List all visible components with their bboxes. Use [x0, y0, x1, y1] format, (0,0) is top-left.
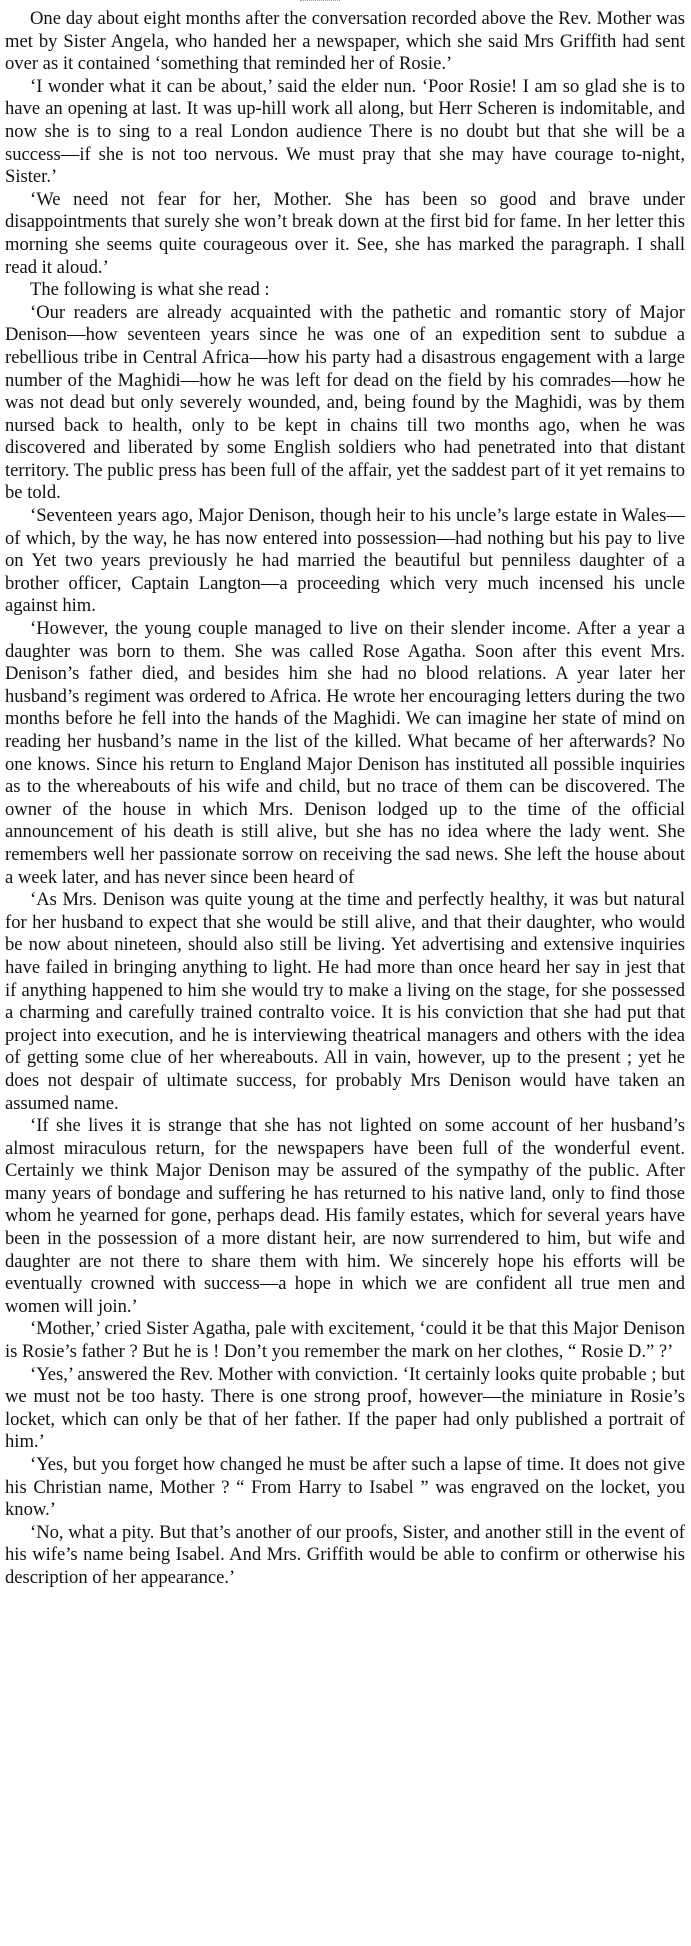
paragraph-7: ‘However, the young couple managed to live on their slender income. After a year a daughter was born to them. She was called Rose Agatha. Soon after this event Mrs. Denison’s father died, and besides him she had no blood relations. A year later her husband’s regiment was ordered to Africa. He wrote her encouraging letters during the two months before he fell into the hands of the Maghidi. We can imagine her state of mind on reading her husband’s name in the list of the killed. What became of her afterwards? No one knows. Since his return to England Major Denison has instituted all possible inquiries as to the whereabouts of his wife and child, but no trace of them can be discovered. The owner of the house in which Mrs. Denison lodged up to the time of the official announcement of his death is still alive, but she has no idea where the lady went. She remembers well her passionate sorrow on receiving the sad news. She left the house about a week later, and has never since been heard of	[5, 618, 685, 888]
paragraph-4: The following is what she read :	[30, 279, 270, 301]
paragraph-9: ‘If she lives it is strange that she has not lighted on some account of her husband’s almost miraculous return, for the newspapers have been full of the wonderful event. Certainly we think Major Denison may be assured of the sympathy of the public. After many years of bondage and suffering he has returned to his native land, only to find those whom he yearned for gone, perhaps dead. His family estates, which for several years have been in the possession of a more distant heir, are now surrendered to him, but wife and daughter are not there to share them with him. We sincerely hope his efforts will be eventually crowned with success—a hope in which we are confident all true men and women will join.’	[5, 1115, 685, 1317]
paragraph-3: ‘We need not fear for her, Mother. She has been so good and brave under disappointments that surely she won’t break down at the first bid for fame. In her letter this morning she seems quite courageous over it. See, she has marked the paragraph. I shall read it aloud.’	[5, 188, 685, 278]
article-column	[5, 8, 685, 1590]
scan-mark	[300, 0, 340, 6]
paragraph-10: ‘Mother,’ cried Sister Agatha, pale with excitement, ‘could it be that this Major Denison is Rosie’s father ? But he is ! Don’t you remember the mark on her clothes, “ Rosie D.” ?’	[5, 1318, 685, 1363]
paragraph-2: ‘I wonder what it can be about,’ said the elder nun. ‘Poor Rosie! I am so glad she is to have an opening at last. It was up-hill work all along, but Herr Scheren is indomitable, and now she is to sing to a real London audience There is no doubt but that she will be a success—if she is not too nervous. We must pray that she may have courage to-night, Sister.’	[5, 75, 685, 188]
paragraph-11: ‘Yes,’ answered the Rev. Mother with conviction. ‘It certainly looks quite probable ; but we must not be too hasty. There is one strong proof, however—the miniature in Rosie’s locket, which can only be that of her father. If the paper had only published a portrait of him.’	[5, 1363, 685, 1453]
paragraph-6: ‘Seventeen years ago, Major Denison, though heir to his uncle’s large estate in Wales—of which, by the way, he has now entered into possession—had nothing but his pay to live on Yet two years previously he had married the beautiful but penniless daughter of a brother officer, Captain Langton—a proceeding which very much incensed his uncle against him.	[5, 505, 685, 617]
paragraph-13: ‘No, what a pity. But that’s another of our proofs, Sister, and another still in the event of his wife’s name being Isabel. And Mrs. Griffith would be able to confirm or otherwise his description of her appearance.’	[5, 1521, 685, 1588]
paragraph-8: ‘As Mrs. Denison was quite young at the time and perfectly healthy, it was but natural for her husband to expect that she would be still alive, and that their daughter, who would be now about nineteen, should also still be living. Yet advertising and extensive inquiries have failed in bringing anything to light. He had more than once heard her say in jest that if anything happened to him she would try to make a living on the stage, for she possessed a charming and carefully trained contralto voice. It is his conviction that she had put that project into execution, and he is interviewing theatrical managers and others with the idea of getting some clue of her whereabouts. All in vain, however, up to the present ; yet he does not despair of ultimate success, for probably Mrs Denison would have taken an assumed name.	[5, 889, 685, 1114]
paragraph-12: ‘Yes, but you forget how changed he must be after such a lapse of time. It does not give his Christian name, Mother ? “ From Harry to Isabel ” was engraved on the locket, you know.’	[5, 1454, 685, 1521]
paragraph-1: One day about eight months after the conversation recorded above the Rev. Mother was met by Sister Angela, who handed her a newspaper, which she said Mrs Griffith had sent over as it contained ‘something that reminded her of Rosie.’	[5, 8, 685, 75]
paragraph-5: ‘Our readers are already acquainted with the pathetic and romantic story of Major Denison—how seventeen years since he was one of an expedition sent to subdue a rebellious tribe in Central Africa—how his party had a disastrous engagement with a large number of the Maghidi—how he was left for dead on the field by his comrades—how he was not dead but only severely wounded, and, being found by the Maghidi, was by them nursed back to health, only to be kept in chains till two months ago, when he was discovered and liberated by some English soldiers who had penetrated into that distant territory. The public press has been full of the affair, yet the saddest part of it yet remains to be told.	[5, 301, 685, 504]
